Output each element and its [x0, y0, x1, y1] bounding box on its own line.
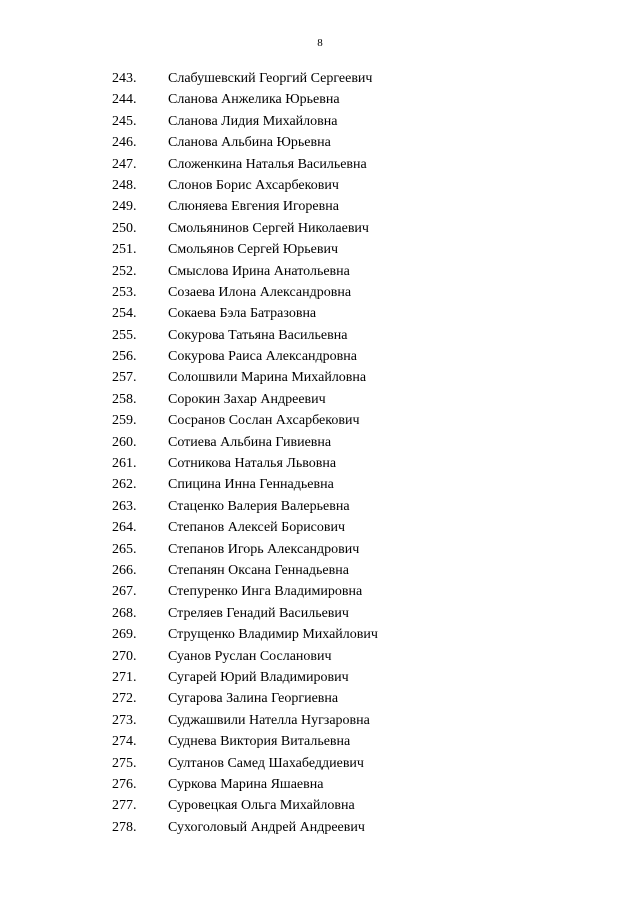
entry-number: 275.	[112, 755, 137, 771]
name-list	[0, 68, 640, 838]
entry-number: 253.	[112, 284, 137, 300]
entry-name: Солошвили Марина Михайловна	[168, 370, 367, 386]
entry-name: Созаева Илона Александровна	[168, 284, 352, 300]
entry-number: 277.	[112, 798, 137, 814]
entry-number: 254.	[112, 306, 137, 322]
entry-name: Суджашвили Нателла Нугзаровна	[168, 712, 370, 728]
entry-number: 245.	[112, 113, 137, 129]
entry-name: Слюняева Евгения Игоревна	[168, 199, 339, 215]
list-item	[0, 710, 640, 731]
entry-name: Сокаева Бэла Батразовна	[168, 306, 317, 322]
list-item	[0, 389, 640, 410]
entry-name: Стреляев Генадий Васильевич	[168, 605, 349, 621]
entry-number: 268.	[112, 605, 137, 621]
entry-number: 258.	[112, 391, 137, 407]
entry-name: Степанян Оксана Геннадьевна	[168, 562, 349, 578]
list-item	[0, 517, 640, 538]
entry-number: 270.	[112, 648, 137, 664]
entry-name: Сланова Альбина Юрьевна	[168, 135, 331, 151]
entry-number: 264.	[112, 520, 137, 536]
entry-number: 260.	[112, 434, 137, 450]
entry-number: 243.	[112, 71, 137, 86]
list-item	[0, 474, 640, 495]
entry-number: 244.	[112, 92, 137, 108]
list-item	[0, 367, 640, 388]
entry-name: Сосранов Сослан Ахсарбекович	[168, 413, 360, 429]
entry-name: Спицина Инна Геннадьевна	[168, 477, 334, 493]
entry-name: Слабушевский Георгий Сергеевич	[168, 71, 373, 86]
entry-number: 271.	[112, 669, 137, 685]
entry-number: 267.	[112, 584, 137, 600]
entry-name: Сокурова Раиса Александровна	[168, 349, 357, 365]
entry-number: 248.	[112, 177, 137, 193]
entry-name: Сорокин Захар Андреевич	[168, 391, 326, 407]
list-item	[0, 303, 640, 324]
list-item	[0, 325, 640, 346]
entry-number: 262.	[112, 477, 137, 493]
page-number: 8	[317, 37, 323, 49]
entry-number: 250.	[112, 220, 137, 236]
entry-number: 263.	[112, 498, 137, 514]
entry-name: Суднева Виктория Витальевна	[168, 734, 351, 750]
entry-name: Суркова Марина Яшаевна	[168, 776, 324, 792]
list-item	[0, 432, 640, 453]
entry-name: Слонов Борис Ахсарбекович	[168, 177, 339, 193]
entry-name: Сухоголовый Андрей Андреевич	[168, 819, 365, 835]
entry-name: Сотиева Альбина Гивиевна	[168, 434, 332, 450]
entry-number: 247.	[112, 156, 137, 172]
entry-number: 259.	[112, 413, 137, 429]
list-item	[0, 111, 640, 132]
list-item	[0, 731, 640, 752]
entry-name: Сугарей Юрий Владимирович	[168, 669, 349, 685]
entry-name: Сокурова Татьяна Васильевна	[168, 327, 348, 343]
entry-name: Суровецкая Ольга Михайловна	[168, 798, 355, 814]
entry-name: Степанов Игорь Александрович	[168, 541, 360, 557]
list-item	[0, 453, 640, 474]
list-item	[0, 282, 640, 303]
list-item	[0, 774, 640, 795]
list-item	[0, 239, 640, 260]
entry-number: 273.	[112, 712, 137, 728]
list-item	[0, 667, 640, 688]
entry-number: 278.	[112, 819, 137, 835]
entry-name: Сланова Анжелика Юрьевна	[168, 92, 340, 108]
entry-name: Стаценко Валерия Валерьевна	[168, 498, 350, 514]
entry-number: 256.	[112, 349, 137, 365]
entry-number: 249.	[112, 199, 137, 215]
list-item	[0, 154, 640, 175]
list-item	[0, 795, 640, 816]
list-item	[0, 496, 640, 517]
list-item	[0, 175, 640, 196]
entry-name: Сложенкина Наталья Васильевна	[168, 156, 367, 172]
entry-number: 266.	[112, 562, 137, 578]
entry-number: 246.	[112, 135, 137, 151]
list-item	[0, 346, 640, 367]
list-item	[0, 624, 640, 645]
entry-name: Смольянинов Сергей Николаевич	[168, 220, 369, 236]
entry-number: 251.	[112, 242, 137, 258]
list-item	[0, 132, 640, 153]
entry-name: Сланова Лидия Михайловна	[168, 113, 338, 129]
entry-name: Смольянов Сергей Юрьевич	[168, 242, 339, 258]
entry-number: 252.	[112, 263, 137, 279]
list-item	[0, 817, 640, 838]
list-item	[0, 603, 640, 624]
entry-number: 276.	[112, 776, 137, 792]
entry-name: Смыслова Ирина Анатольевна	[168, 263, 350, 279]
entry-name: Сотникова Наталья Львовна	[168, 456, 337, 472]
entry-name: Суанов Руслан Сосланович	[168, 648, 332, 664]
entry-name: Струщенко Владимир Михайлович	[168, 627, 378, 643]
entry-name: Степуренко Инга Владимировна	[168, 584, 363, 600]
entry-name: Сугарова Залина Георгиевна	[168, 691, 339, 707]
entry-number: 257.	[112, 370, 137, 386]
list-item	[0, 581, 640, 602]
entry-number: 255.	[112, 327, 137, 343]
list-item	[0, 410, 640, 431]
entry-number: 272.	[112, 691, 137, 707]
list-item	[0, 89, 640, 110]
entry-number: 265.	[112, 541, 137, 557]
list-item	[0, 688, 640, 709]
list-item	[0, 218, 640, 239]
list-item	[0, 753, 640, 774]
list-item	[0, 196, 640, 217]
list-item	[0, 68, 640, 89]
entry-name: Султанов Самед Шахабеддиевич	[168, 755, 364, 771]
entry-number: 261.	[112, 456, 137, 472]
list-item	[0, 646, 640, 667]
entry-name: Степанов Алексей Борисович	[168, 520, 346, 536]
list-item	[0, 560, 640, 581]
entry-number: 269.	[112, 627, 137, 643]
list-item	[0, 539, 640, 560]
entry-number: 274.	[112, 734, 137, 750]
list-item	[0, 261, 640, 282]
